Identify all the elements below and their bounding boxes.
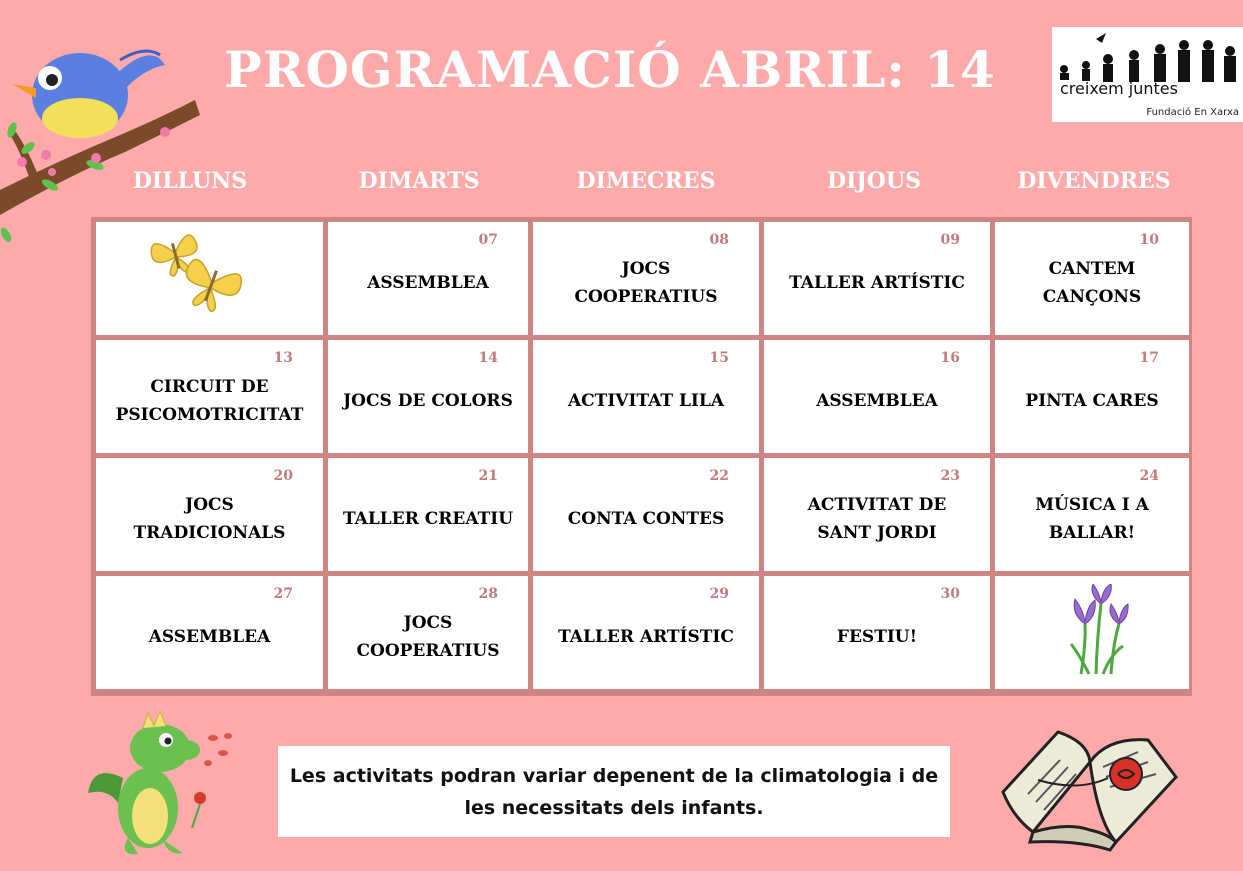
day-number: 22: [709, 468, 729, 484]
calendar-cell: [533, 576, 759, 689]
calendar-cell: [764, 222, 990, 335]
calendar-grid: [91, 217, 1192, 696]
calendar-cell: [96, 458, 323, 571]
activity-label: FESTIU!: [836, 626, 918, 647]
activity-label: JOCS DE COLORS: [343, 390, 513, 411]
day-number: 24: [1139, 468, 1159, 484]
logo: [1052, 27, 1243, 122]
calendar-cell: [96, 576, 323, 689]
calendar-cell: [764, 576, 990, 689]
activity-label: JOCS TRADICIONALS: [133, 494, 286, 543]
logo-subtitle: Fundació En Xarxa: [1146, 107, 1239, 118]
activity-label: MÚSICA I A BALLAR!: [1035, 494, 1149, 543]
weekday-label: DIVENDRES: [1017, 168, 1171, 194]
activity-label: JOCS COOPERATIUS: [574, 258, 718, 307]
day-number: 08: [709, 232, 729, 248]
activity-label: ACTIVITAT DE SANT JORDI: [807, 494, 947, 543]
activity-label: TALLER ARTÍSTIC: [558, 626, 734, 647]
activity-label: ASSEMBLEA: [367, 272, 489, 293]
activity-label: PINTA CARES: [1025, 390, 1159, 411]
activity-label: CIRCUIT DE PSICOMOTRICITAT: [115, 376, 304, 425]
weekday-label: DIMECRES: [576, 168, 716, 194]
activity-label: ASSEMBLEA: [148, 626, 271, 647]
crocus-flowers-icon: [1061, 584, 1131, 679]
calendar-cell: [995, 340, 1189, 453]
calendar-cell: [995, 222, 1189, 335]
day-number: 30: [940, 586, 960, 602]
activity-label: TALLER ARTÍSTIC: [789, 272, 965, 293]
activity-label: TALLER CREATIU: [342, 508, 514, 529]
day-number: 28: [478, 586, 498, 602]
calendar-cell: [995, 576, 1189, 689]
weekday-label: DIJOUS: [826, 168, 921, 194]
weekday-header: [0, 168, 1243, 198]
weekday-label: DILLUNS: [132, 168, 248, 194]
day-number: 20: [273, 468, 293, 484]
day-number: 23: [940, 468, 960, 484]
note-text: Les activitats podran variar depenent de la climatologia i de les necessitats dels infants.: [289, 764, 939, 819]
calendar-cell: [533, 222, 759, 335]
day-number: 17: [1139, 350, 1159, 366]
activity-label: ACTIVITAT LILA: [567, 390, 725, 411]
calendar-cell: [96, 340, 323, 453]
calendar-cell: [96, 222, 323, 335]
calendar-cell: [995, 458, 1189, 571]
page-title: PROGRAMACIÓ ABRIL: 14: [224, 40, 996, 99]
calendar-cell: [533, 458, 759, 571]
calendar-cell: [764, 458, 990, 571]
day-number: 16: [940, 350, 960, 366]
logo-brand: creixem juntes: [1060, 79, 1178, 98]
day-number: 27: [273, 586, 293, 602]
calendar-cell: [328, 576, 528, 689]
day-number: 14: [478, 350, 498, 366]
day-number: 29: [709, 586, 729, 602]
day-number: 07: [478, 232, 498, 248]
dragon-icon: [88, 708, 243, 858]
calendar-cell: [328, 458, 528, 571]
calendar-cell: [328, 222, 528, 335]
note-box: [278, 746, 950, 837]
day-number: 10: [1139, 232, 1159, 248]
book-with-rose-icon: [998, 722, 1180, 854]
day-number: 15: [709, 350, 729, 366]
calendar-cell: [533, 340, 759, 453]
weekday-label: DIMARTS: [358, 168, 480, 194]
calendar-cell: [328, 340, 528, 453]
butterflies-icon: [140, 228, 250, 323]
activity-label: CANTEM CANÇONS: [1042, 258, 1142, 307]
calendar-cell: [764, 340, 990, 453]
activity-label: ASSEMBLEA: [816, 390, 938, 411]
day-number: 13: [273, 350, 293, 366]
day-number: 09: [940, 232, 960, 248]
activity-label: CONTA CONTES: [567, 508, 725, 529]
activity-label: JOCS COOPERATIUS: [356, 612, 500, 661]
day-number: 21: [478, 468, 498, 484]
